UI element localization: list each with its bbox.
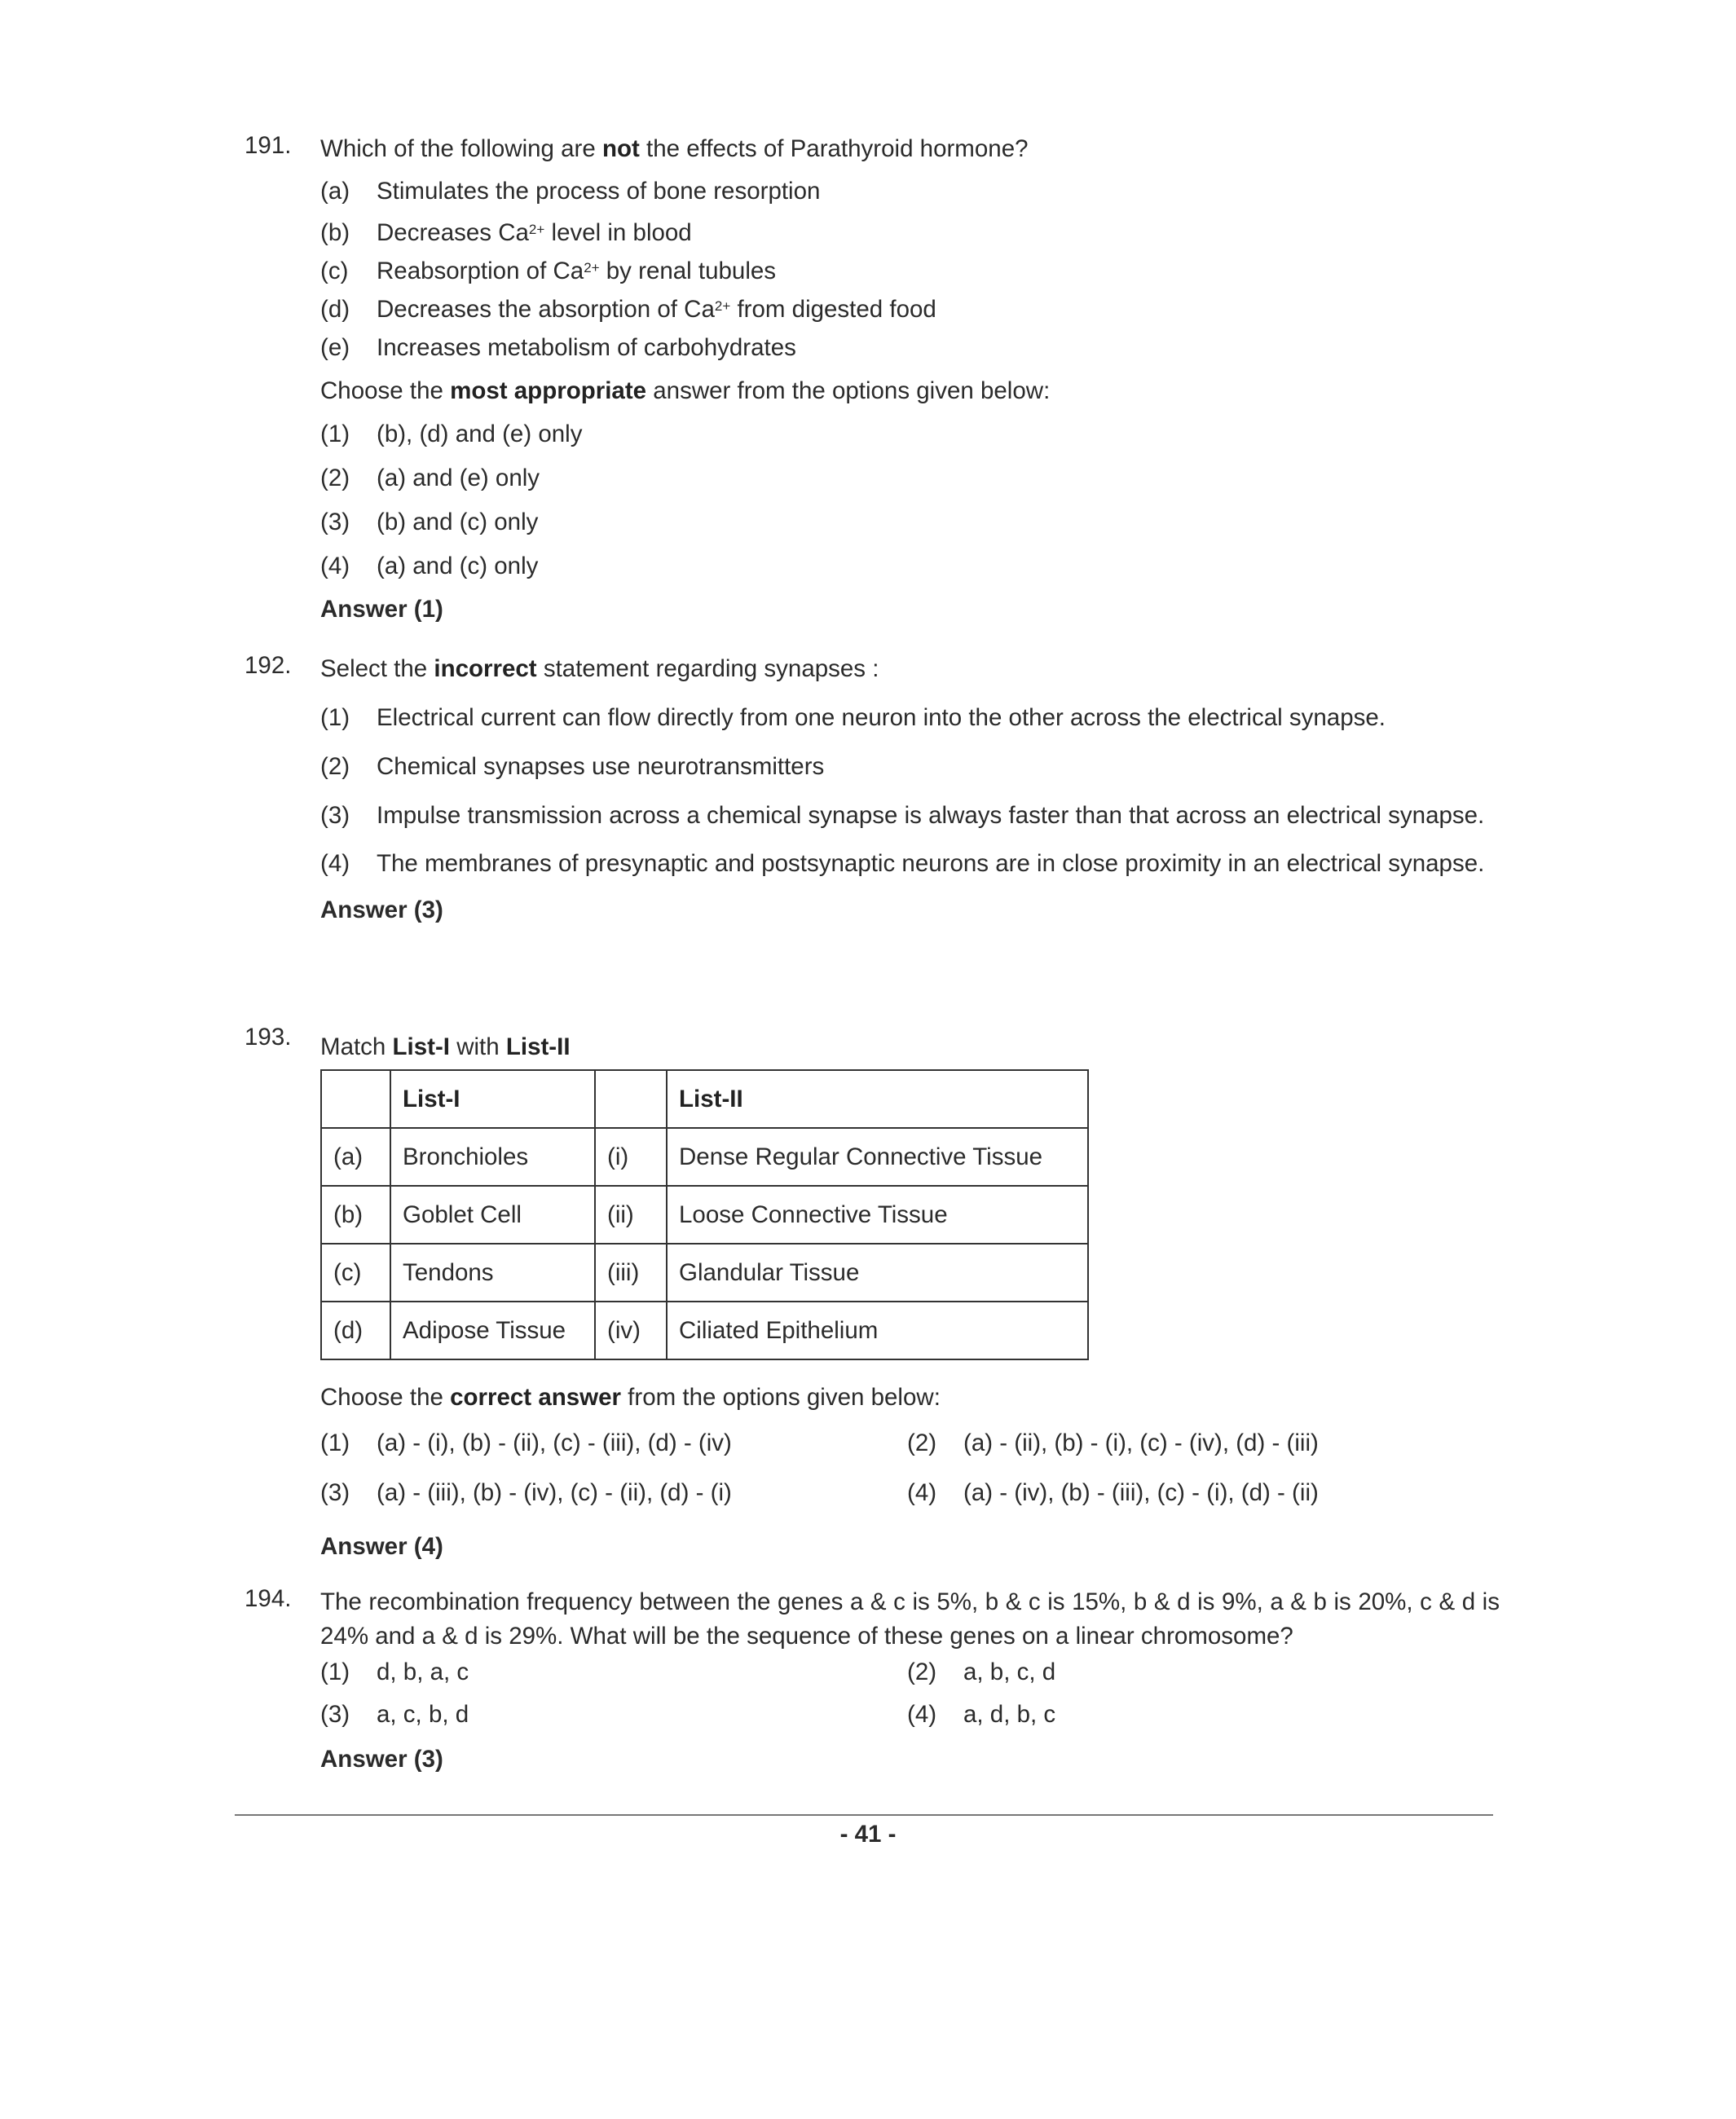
answer-option: (2) Chemical synapses use neurotransmitters <box>320 753 825 780</box>
option-row: (1) (a) - (i), (b) - (ii), (c) - (iii), (d) - (iv) (2) (a) - (ii), (b) - (i), (c) - (iv), (d) - (iii) <box>320 1430 1319 1456</box>
table-cell: Bronchioles <box>390 1128 595 1186</box>
instruction: Choose the correct answer from the options given below: <box>320 1384 941 1411</box>
option-row: (1) d, b, a, c (2) a, b, c, d <box>320 1659 1056 1685</box>
table-cell: (c) <box>321 1244 390 1302</box>
question-stem: Select the incorrect statement regarding synapses : <box>320 655 879 682</box>
question-number: 192. <box>245 652 292 679</box>
table-cell: Tendons <box>390 1244 595 1302</box>
table-row <box>321 1186 1088 1244</box>
answer-key: Answer (3) <box>320 1746 443 1773</box>
table-cell: (ii) <box>595 1186 667 1244</box>
table-cell: (iii) <box>595 1244 667 1302</box>
table-cell: (iv) <box>595 1302 667 1359</box>
answer-option: (4) The membranes of presynaptic and postsynaptic neurons are in close proximity in an electrical synapse. <box>320 850 1485 877</box>
column-header: List-I <box>390 1070 595 1128</box>
table-row <box>321 1244 1088 1302</box>
table-header-row <box>321 1070 1088 1128</box>
question-stem: Which of the following are not the effects of Parathyroid hormone? <box>320 135 1029 162</box>
answer-key: Answer (4) <box>320 1533 443 1560</box>
question-192 <box>245 652 1500 928</box>
answer-option: (3) (b) and (c) only <box>320 509 539 535</box>
page-number: - 41 - <box>839 1821 897 1848</box>
table-row <box>321 1302 1088 1359</box>
answer-key: Answer (3) <box>320 896 443 923</box>
table-cell: (b) <box>321 1186 390 1244</box>
table-cell: Adipose Tissue <box>390 1302 595 1359</box>
answer-option: (1) (b), (d) and (e) only <box>320 421 583 447</box>
list-item: (a) Stimulates the process of bone resorption <box>320 178 821 205</box>
answer-option: (1) Electrical current can flow directly from one neuron into the other across the electrical synapse. <box>320 704 1386 731</box>
table-cell: Ciliated Epithelium <box>667 1302 1088 1359</box>
list-item: (c) Reabsorption of $Ca^{2+}$ by renal tubules <box>320 258 777 284</box>
table-cell: Dense Regular Connective Tissue <box>667 1128 1088 1186</box>
list-item: (b) Decreases $Ca^{2+}$ level in blood <box>320 219 692 246</box>
question-193-options <box>245 1381 1500 1565</box>
question-number: 194. <box>245 1585 292 1612</box>
question-193 <box>245 1024 1500 1058</box>
answer-option: (4) (a) and (c) only <box>320 553 539 579</box>
question-number: 191. <box>245 132 292 159</box>
answer-option: (3) Impulse transmission across a chemical synapse is always faster than that across an electrical synapse. <box>320 802 1485 829</box>
answer-key: Answer (1) <box>320 596 443 623</box>
table-cell: Glandular Tissue <box>667 1244 1088 1302</box>
match-table <box>320 1069 1089 1360</box>
table-cell: Goblet Cell <box>390 1186 595 1244</box>
instruction: Choose the most appropriate answer from the options given below: <box>320 377 1051 404</box>
footer-divider <box>235 1814 1493 1816</box>
question-stem: The recombination frequency between the genes a & c is 5%, b & c is 15%, b & d is 9%, a & b is 20%, c & d is 24% and a & d is 29%. What will be the sequence of these genes on a linear chromosome? <box>320 1588 1500 1650</box>
option-row: (3) (a) - (iii), (b) - (iv), (c) - (ii), (d) - (i) (4) (a) - (iv), (b) - (iii), (c) - (i), (d) - (ii) <box>320 1479 1319 1506</box>
list-item: (e) Increases metabolism of carbohydrates <box>320 334 796 361</box>
table-cell: Loose Connective Tissue <box>667 1186 1088 1244</box>
option-row: (3) a, c, b, d (4) a, d, b, c <box>320 1701 1056 1728</box>
table-row <box>321 1128 1088 1186</box>
question-number: 193. <box>245 1024 292 1051</box>
question-191 <box>245 132 1500 628</box>
column-header: List-II <box>667 1070 1088 1128</box>
question-194 <box>245 1585 1500 1778</box>
question-stem: Match List-I with List-II <box>320 1033 571 1060</box>
table-cell: (i) <box>595 1128 667 1186</box>
table-cell: (a) <box>321 1128 390 1186</box>
list-item: (d) Decreases the absorption of $Ca^{2+}$ from digested food <box>320 296 936 323</box>
table-cell: (d) <box>321 1302 390 1359</box>
answer-option: (2) (a) and (e) only <box>320 465 540 491</box>
